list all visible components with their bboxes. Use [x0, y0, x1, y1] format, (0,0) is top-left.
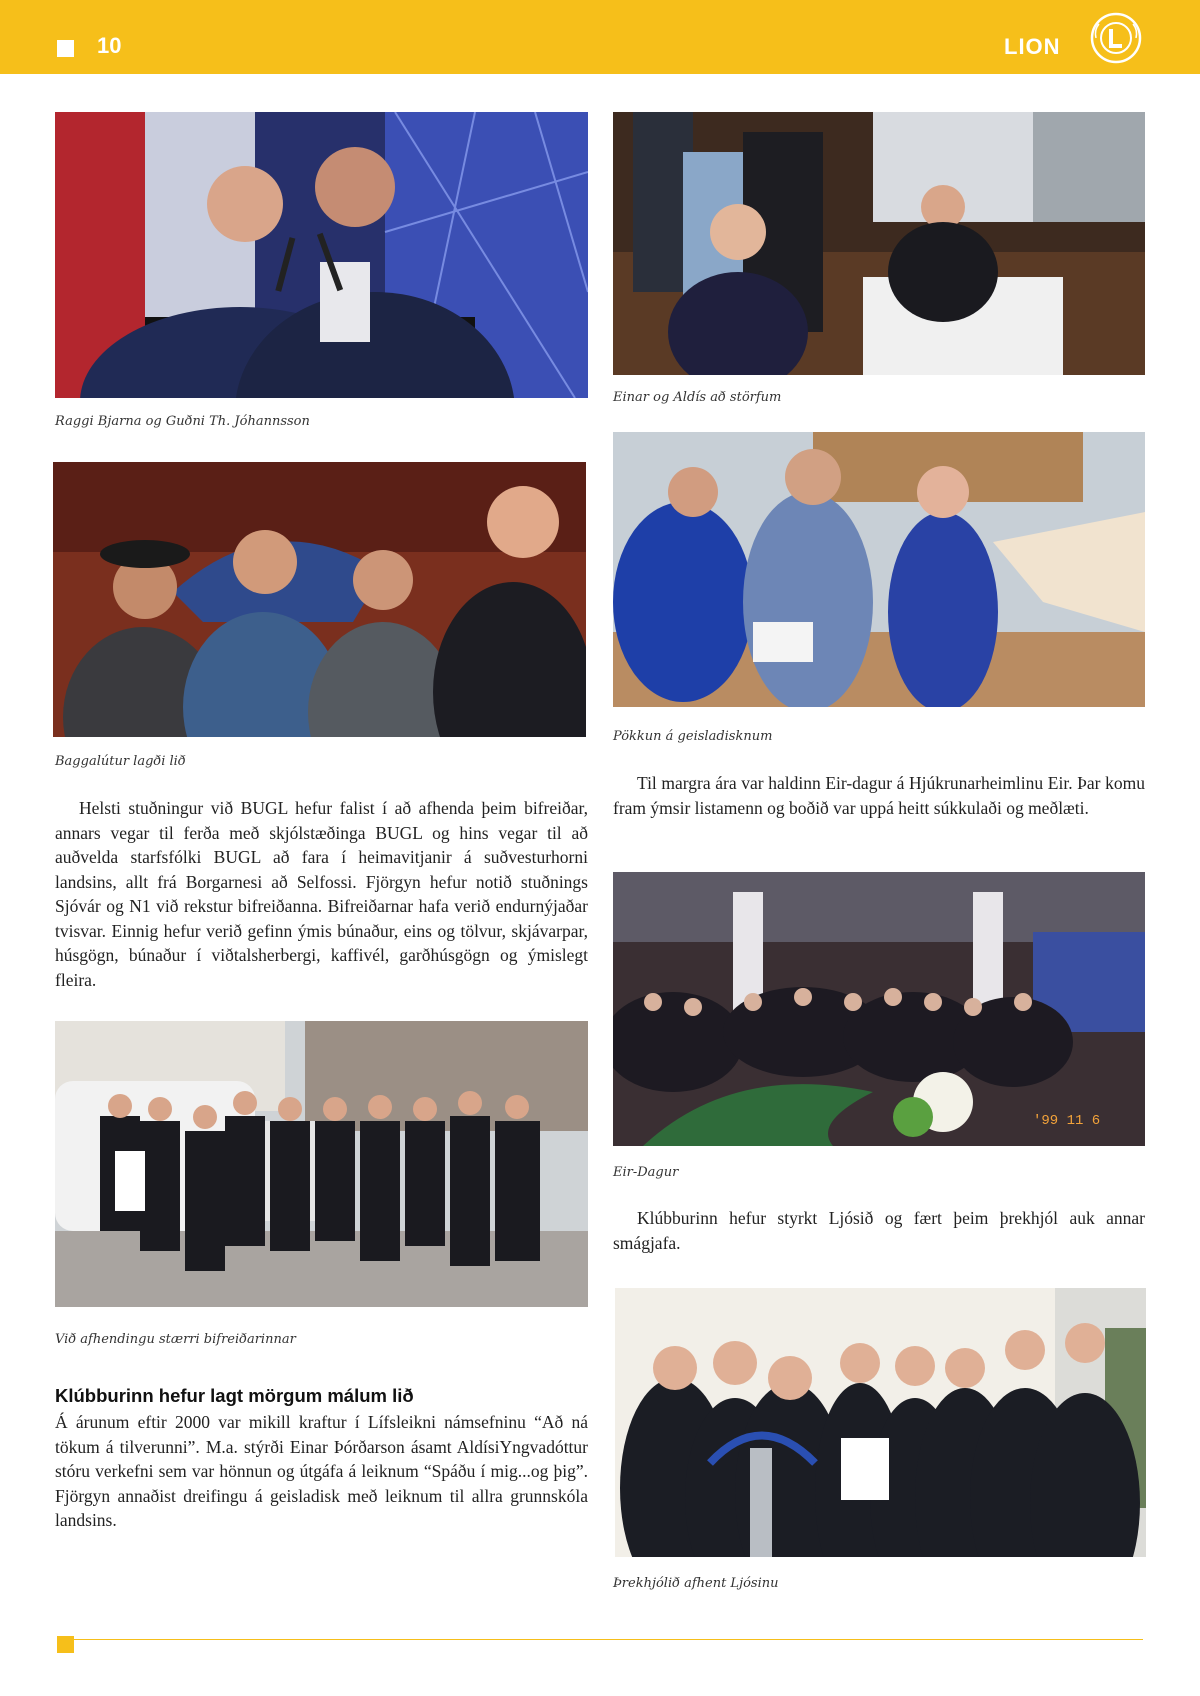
- photo-caption: Einar og Aldís að störfum: [613, 390, 782, 405]
- photo-singers-on-stage: [55, 112, 588, 398]
- lifsleikni-paragraph: Á árunum eftir 2000 var mikill kraftur í Lífsleikni námsefninu “Að ná tökum á tilverunni”. M.a. stýrði Einar Þórðarson ásamt AldísiYngvadóttur stóru verkefni sem var hönnun og útgáfa á leiknum “Spáðu í mig...og þig”. Fjörgyn annaðist dreifingu á geisladisk með leiknum til allra grunnskóla landsins.: [55, 1412, 588, 1530]
- photo-caption: Pökkun á geisladisknum: [613, 729, 773, 744]
- photo-caption: Raggi Bjarna og Guðni Th. Jóhannsson: [55, 414, 310, 429]
- photo-band-members: [53, 462, 586, 737]
- lions-club-emblem-icon: [1090, 12, 1142, 64]
- photo-eir-day-audience: [613, 872, 1145, 1146]
- photo-packing-cds: [613, 432, 1145, 707]
- ljosid-paragraph: Klúbburinn hefur styrkt Ljósið og fært þeim þrekhjól auk annar smágjafa.: [613, 1208, 1145, 1253]
- bugl-support-paragraph: Helsti stuðningur við BUGL hefur falist í að afhenda þeim bifreiðar, annars vegar til ferða með skjólstæðinga BUGL og hins vegar til að auðvelda starfsfólki BUGL að fara í heimavitjanir á suðvesturhorni landsins, allt frá Borgarnesi að Selfossi. Fjörgyn hefur notið stuðnings Sjóvár og N1 við rekstur bifreiðanna. Bifreiðarnar hafa verið endurnýjaðar tvisvar. Einnig hefur verið gefinn ýmis búnaður, eins og tölvur, skjávarpar, húsgögn, búnaður í viðtalsherbergi, kaffivél, garðhúsgögn og ýmislegt fleira.: [55, 798, 588, 990]
- photo-caption: Við afhendingu stærri bifreiðarinnar: [55, 1332, 296, 1347]
- section-heading: Klúbburinn hefur lagt mörgum málum lið: [55, 1385, 414, 1406]
- svg-text:'99 11 6: '99 11 6: [1033, 1113, 1101, 1129]
- footer-rule: [74, 1639, 1143, 1640]
- page-number: 10: [97, 33, 122, 58]
- eir-day-paragraph: Til margra ára var haldinn Eir-dagur á Hjúkrunarheimlinu Eir. Þar komu fram ýmsir listamenn og boðið var uppá heitt súkkulaði og meðlæti.: [613, 773, 1145, 818]
- photo-car-handover-group: [55, 1021, 588, 1307]
- footer-square-marker: [57, 1636, 74, 1653]
- photo-caption: Þrekhjólið afhent Ljósinu: [613, 1576, 779, 1591]
- photo-people-working: [613, 112, 1145, 375]
- photo-caption: Baggalútur lagði lið: [55, 754, 186, 769]
- page-header: [0, 0, 1200, 74]
- header-square-marker: [57, 40, 74, 57]
- magazine-name: LION: [1004, 34, 1061, 59]
- photo-exercise-bike-handover: [615, 1288, 1146, 1557]
- photo-caption: Eir-Dagur: [613, 1165, 679, 1180]
